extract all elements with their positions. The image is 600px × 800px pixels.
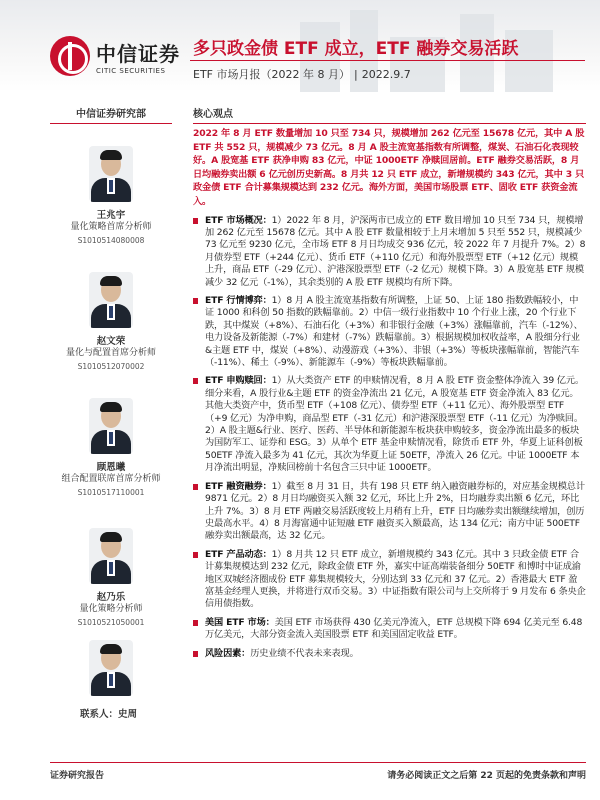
analyst-license-id: S1010521050001: [77, 618, 145, 627]
analyst-license-id: S1010517110001: [77, 488, 145, 497]
point-label: ETF 市场概况：: [205, 214, 272, 226]
core-views-column: [193, 105, 586, 660]
company-logo: [50, 36, 180, 76]
analyst-name: 顾恩曦: [96, 462, 126, 473]
point-margin-trading: [193, 481, 586, 543]
analyst-license-id: S1010512070002: [77, 362, 145, 371]
point-label: ETF 申购赎回：: [205, 375, 272, 387]
point-label: ETF 产品动态：: [205, 548, 272, 560]
analyst-license-id: S1010514080008: [77, 236, 145, 245]
point-text: 1）截至 8 月 31 日，共有 198 只 ETF 纳入融资融券标的，对应基金规模总计 9871 亿元。2）8 月日均融资买入额 32 亿元，环比上升 2%，日均融券卖出额 6 亿元，环比上升 7%。3）8 月 ETF 两融交易活跃度较上月稍有上升，ETF 日均融券卖出额继续增加，创历史最高水平。4）8 月海富通中证短融 ETF 融资买入额最高，达 134 亿元；南方中证 500ETF 融券卖出额最高，达 32 亿元。: [205, 480, 585, 542]
report-title: 多只政金债 ETF 成立，ETF 融券交易活跃: [193, 39, 519, 59]
point-text: 美国 ETF 市场获得 430 亿美元净流入，ETF 总规模下降 694 亿美元至 6.48 万亿美元，大部分资金流入美国股票 ETF 和美国固定收益 ETF。: [205, 616, 583, 641]
point-text: 1）8 月 A 股主流宽基指数有所调整，上证 50、上证 180 指数跌幅较小，中证 1000 和科创 50 指数的跌幅靠前。2）中信一级行业指数中 10 个行业上涨，20 个行业下跌，其中煤炭（+8%）、石油石化（+3%）和非银行金融（+3%）涨幅靠前，汽车（-12%）、电力设备及新能源（-7%）和建材（-7%）跌幅靠前。3）根据规模加权收益率，A 股细分行业&主题 ETF 中，煤炭（+8%）、动漫游戏（+3%）、非银（+3%）等板块涨幅靠前，智能汽车（-11%）、稀土（-9%）、新能源车（-9%）等板块跌幅靠前。: [205, 295, 583, 369]
analyst-photo: [89, 146, 133, 202]
analyst-card: [50, 272, 172, 371]
bullet-icon: [193, 552, 198, 558]
contact-card: [50, 640, 172, 696]
footer-disclaimer-notice: 请务必阅读正文之后第 22 页起的免责条款和声明: [387, 771, 586, 781]
title-divider: [190, 60, 585, 61]
point-market-overview: [193, 215, 586, 289]
bullet-icon: [193, 651, 198, 657]
analyst-name: 赵文荣: [96, 336, 126, 347]
analyst-role: 量化策略首席分析师: [70, 222, 152, 232]
analyst-photo: [89, 398, 133, 454]
bullet-icon: [193, 378, 198, 384]
point-label: 美国 ETF 市场：: [205, 616, 275, 628]
bullet-icon: [193, 484, 198, 490]
analyst-role: 组合配置联席首席分析师: [61, 474, 161, 484]
footer-divider: [50, 762, 586, 763]
logo-chinese-name: 中信证券: [96, 41, 180, 66]
subtitle-separator: |: [353, 68, 358, 81]
core-views-heading: 核心观点: [193, 105, 586, 124]
report-date: 2022.9.7: [361, 68, 411, 81]
point-risk-factors: [193, 648, 586, 660]
bullet-icon: [193, 218, 198, 224]
point-performance: [193, 295, 586, 369]
analyst-column: [50, 105, 172, 124]
point-label: ETF 行情博弈：: [205, 295, 272, 306]
point-text: 1）从大类资产 ETF 的申赎情况看，8 月 A 股 ETF 资金整体净流入 39 亿元。细分来看，A 股行业&主题 ETF 的资金净流出 21 亿元，A 股宽基 ETF 资金净流入 83 亿元。其他大类资产中，货币型 ETF（+108 亿元）、债券型 ETF（+11 亿元）、海外股票型 ETF（+9 亿元）为净申购，商品型 ETF（-31 亿元）和沪港深股票型 ETF（-11 亿元）为净赎回。2）A 股主题&行业、医疗、医药、半导体和新能源车板块获申购较多，资金净流出最多的板块为国防军工、证券和 ESG。3）从单个 ETF 基金申赎情况看，除货币 ETF 外，华夏上证科创板 50ETF 净流入最多为 41 亿元，其次为华夏上证 50ETF，净流入 26 亿元。中证 1000ETF 本月净流出明显，净赎回榜前十名包含三只中证 1000ETF。: [205, 375, 584, 474]
citic-logo-icon: [50, 36, 90, 76]
analyst-role: 量化与配置首席分析师: [65, 348, 156, 358]
bullet-icon: [193, 620, 198, 626]
report-series: ETF 市场月报（2022 年 8 月）: [193, 68, 350, 81]
report-subtitle: [193, 66, 411, 82]
point-label: ETF 融资融券：: [205, 480, 272, 492]
analyst-role: 量化策略分析师: [79, 604, 143, 614]
point-text: 历史业绩不代表未来表现。: [250, 647, 359, 659]
bullet-icon: [193, 298, 198, 304]
contact-person: 联系人：史周: [80, 709, 138, 720]
logo-english-name: CITIC SECURITIES: [96, 66, 166, 75]
analyst-name: 王兆宇: [96, 210, 126, 221]
point-text: 1）8 月共 12 只 ETF 成立，新增规模约 343 亿元。其中 3 只政金债 ETF 合计募集规模达到 232 亿元，除政金债 ETF 外，嘉实中证高端装备细分 50ETF 和博时中证成渝地区双城经济圈成份 ETF 募集规模较大，分别达到 33 亿元和 37 亿元。2）香港最大 ETF 盈富基金经理人更换，并将进行双币交易。3）中证指数有限公司与上交所将于 9 月发布 6 条央企信用债指数。: [205, 548, 586, 610]
analyst-photo: [89, 272, 133, 328]
point-us-etf-market: [193, 617, 586, 642]
analyst-photo: [89, 528, 133, 584]
point-label: 风险因素：: [205, 647, 251, 659]
point-product-news: [193, 549, 586, 611]
contact-photo: [89, 640, 133, 696]
analyst-card: [50, 528, 172, 627]
research-dept-heading: 中信证券研究部: [50, 105, 172, 124]
point-text: 1）2022 年 8 月，沪深两市已成立的 ETF 数目增加 10 只至 734 只，规模增加 262 亿元至 15678 亿元。其中 A 股 ETF 数量相较于上月末增加 5 只至 552 只，规模减少 73 亿元至 9230 亿元，全市场 ETF 8 月日均成交 936 亿元，较 2022 年 7 月提升 7%。2）8 月债券型 ETF（+244 亿元）、货币 ETF（+110 亿元）和海外股票型 ETF（+12 亿元）规模上升，商品 ETF（-29 亿元）、沪港深股票型 ETF（-2 亿元）规模下降。3）A 股宽基 ETF 规模减少 32 亿元（-1%），其余类别的 A 股 ETF 规模均有所下降。: [205, 214, 586, 288]
footer-report-type: 证券研究报告: [50, 771, 105, 781]
key-points-list: [193, 215, 586, 660]
analyst-card: [50, 398, 172, 497]
summary-paragraph: 2022 年 8 月 ETF 数量增加 10 只至 734 只，规模增加 262 亿元至 15678 亿元，其中 A 股 ETF 共 552 只，规模减少 73 亿元。8 月 A 股主流宽基指数有所调整，煤炭、石油石化表现较好。A 股宽基 ETF 获净申购 83 亿元，中证 1000ETF 净赎回居前。ETF 融券交易活跃，8 月日均融券卖出额 6 亿元创历史新高。8 月共 12 只 ETF 成立，新增规模约 343 亿元，其中 3 只政金债 ETF 合计募集规模达到 232 亿元。海外方面，美国市场股票 ETF、固收 ETF 获资金流入。: [193, 128, 585, 207]
analyst-card: [50, 146, 172, 245]
analyst-name: 赵乃乐: [96, 592, 126, 603]
point-subscription-redemption: [193, 375, 586, 474]
